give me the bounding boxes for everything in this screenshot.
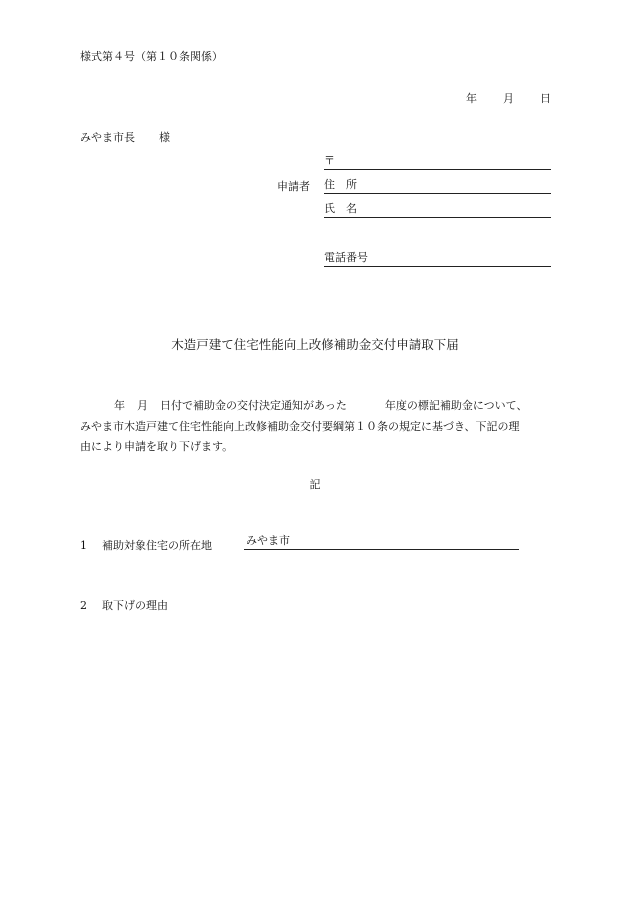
location-value: みやま市 xyxy=(246,534,290,547)
name-label: 氏 名 xyxy=(324,202,357,215)
item-withdrawal-reason xyxy=(80,599,168,613)
postal-code-label: 〒 xyxy=(324,154,335,167)
location-field[interactable] xyxy=(244,533,519,550)
addressee-honorific: 様 xyxy=(159,131,170,144)
form-number: 様式第４号（第１０条関係） xyxy=(80,50,223,63)
date-year-label: 年 xyxy=(466,92,477,105)
phone-field[interactable] xyxy=(324,250,551,267)
applicant-label: 申請者 xyxy=(277,180,310,193)
date-month-label: 月 xyxy=(503,92,514,105)
address-label: 住 所 xyxy=(324,178,357,191)
body-line-2: みやま市木造戸建て住宅性能向上改修補助金交付要綱第１０条の規定に基づき、下記の理 xyxy=(80,419,520,433)
ki-heading: 記 xyxy=(309,478,321,491)
item-number: 1 xyxy=(80,539,87,552)
body-line-1: 年 月 日付で補助金の交付決定通知があった 年度の標記補助金について、 xyxy=(114,399,528,412)
address-field[interactable] xyxy=(324,177,551,194)
phone-label: 電話番号 xyxy=(324,251,368,264)
addressee-name: みやま市長 xyxy=(80,131,135,144)
item-number: 2 xyxy=(80,599,87,612)
name-field[interactable] xyxy=(324,201,551,218)
submission-date xyxy=(466,92,551,106)
item-label: 補助対象住宅の所在地 xyxy=(102,539,212,552)
body-line-3: 由により申請を取り下げます。 xyxy=(80,440,234,453)
postal-code-field[interactable] xyxy=(324,153,551,170)
item-location xyxy=(80,539,212,553)
item-label: 取下げの理由 xyxy=(102,599,168,612)
addressee xyxy=(80,131,170,145)
date-day-label: 日 xyxy=(540,92,551,105)
document-title: 木造戸建て住宅性能向上改修補助金交付申請取下届 xyxy=(171,337,459,352)
body-paragraph xyxy=(80,396,550,458)
